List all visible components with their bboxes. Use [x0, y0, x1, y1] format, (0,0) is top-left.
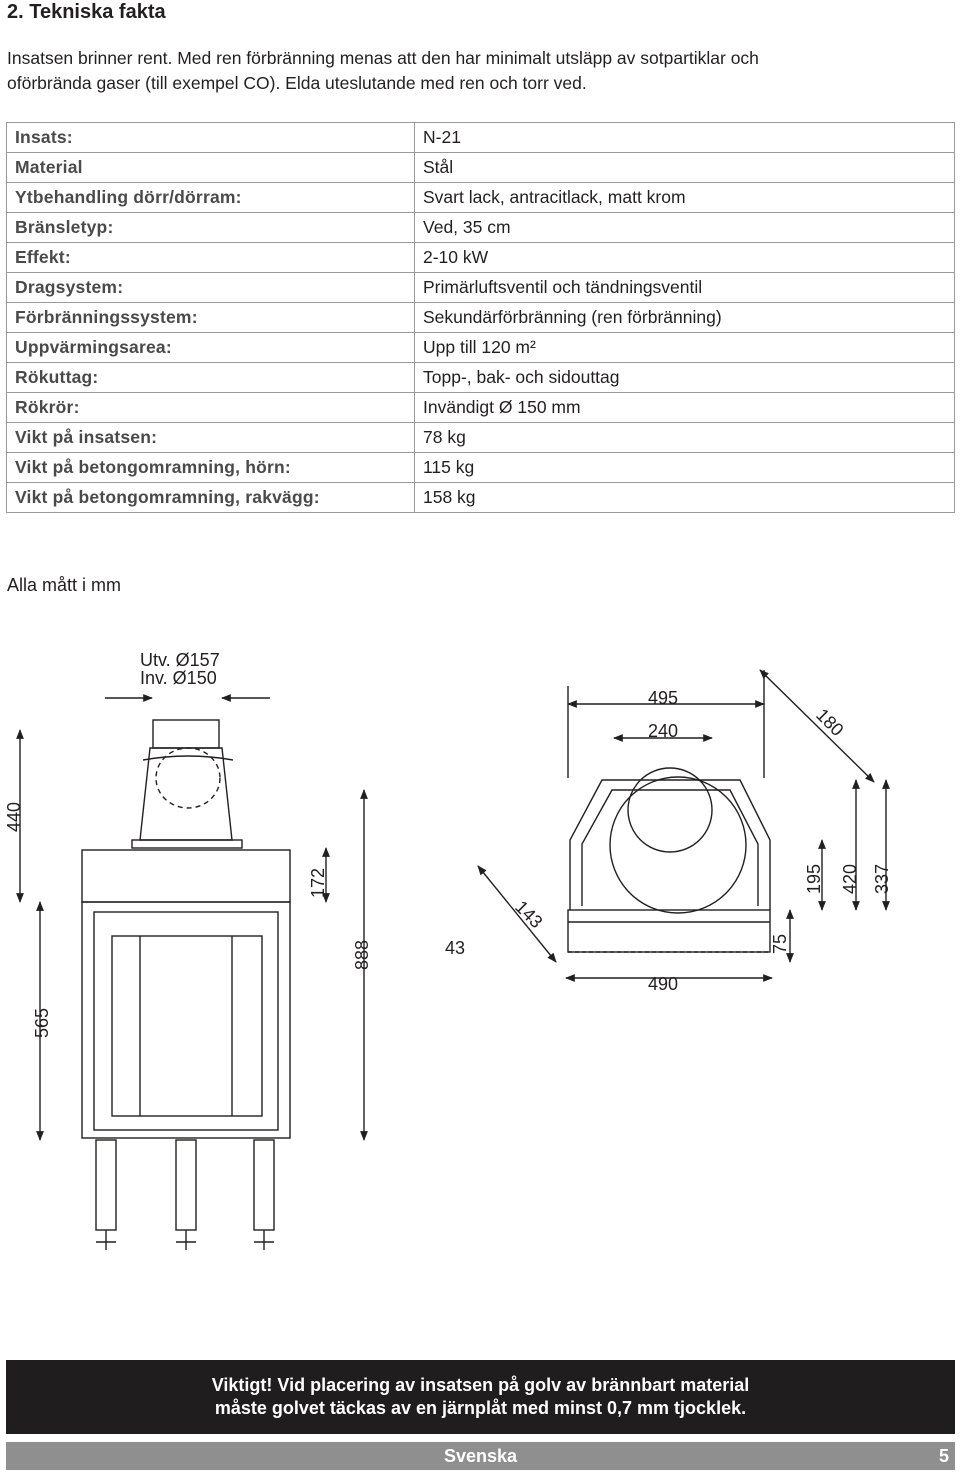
- spec-row: [7, 483, 955, 513]
- spec-row: [7, 393, 955, 423]
- dim-height-top: 172: [308, 867, 328, 898]
- dim-width-bottom: 490: [648, 974, 679, 994]
- units-note: Alla mått i mm: [7, 575, 122, 595]
- spec-label: Uppvärmingsarea:: [7, 333, 415, 363]
- intro-line: Insatsen brinner rent. Med ren förbränning menas att den har minimalt utsläpp av sotpartiklar och: [7, 48, 759, 68]
- spec-label: Vikt på insatsen:: [7, 423, 415, 453]
- dim-depth-c: 420: [840, 863, 860, 894]
- notice-line: Viktigt! Vid placering av insatsen på golv av brännbart material: [211, 1375, 750, 1395]
- intro-paragraph: [7, 46, 907, 96]
- spec-label: Bränsletyp:: [7, 213, 415, 243]
- spec-label: Rökrör:: [7, 393, 415, 423]
- dim-diag: 180: [812, 704, 848, 741]
- spec-row: [7, 423, 955, 453]
- spec-label: Insats:: [7, 123, 415, 153]
- spec-label: Effekt:: [7, 243, 415, 273]
- spec-row: [7, 453, 955, 483]
- dim-flue-inner: Inv. Ø150: [140, 668, 217, 688]
- dim-height-total: 440: [4, 801, 24, 832]
- page-footer: [6, 1442, 955, 1470]
- spec-value: 2-10 kW: [415, 243, 955, 273]
- dim-side-a: 143: [511, 896, 547, 933]
- spec-table: [6, 122, 955, 513]
- spec-value: 78 kg: [415, 423, 955, 453]
- spec-value: Sekundärförbränning (ren förbränning): [415, 303, 955, 333]
- spec-row: [7, 243, 955, 273]
- intro-line: oförbrända gaser (till exempel CO). Elda uteslutande med ren och torr ved.: [7, 73, 587, 93]
- spec-label: Rökuttag:: [7, 363, 415, 393]
- dim-height-lower: 565: [32, 1007, 52, 1038]
- spec-row: [7, 183, 955, 213]
- dim-side-b: 43: [445, 938, 466, 958]
- spec-row: [7, 153, 955, 183]
- spec-label: Förbränningssystem:: [7, 303, 415, 333]
- spec-row: [7, 363, 955, 393]
- spec-label: Dragsystem:: [7, 273, 415, 303]
- dim-depth-d: 337: [872, 863, 892, 894]
- section-heading: 2. Tekniska fakta: [7, 1, 166, 23]
- front-view: [20, 698, 364, 1250]
- dim-width-inner: 240: [648, 721, 679, 741]
- spec-value: Upp till 120 m²: [415, 333, 955, 363]
- dim-flue-outer: Utv. Ø157: [140, 650, 220, 670]
- dimension-drawing: [0, 640, 960, 1280]
- spec-label: Material: [7, 153, 415, 183]
- spec-value: Stål: [415, 153, 955, 183]
- spec-value: 158 kg: [415, 483, 955, 513]
- spec-value: Topp-, bak- och sidouttag: [415, 363, 955, 393]
- dim-depth-b: 195: [804, 863, 824, 894]
- spec-value: Ved, 35 cm: [415, 213, 955, 243]
- spec-row: [7, 123, 955, 153]
- warning-notice: [6, 1360, 955, 1434]
- spec-value: N-21: [415, 123, 955, 153]
- notice-line: måste golvet täckas av en järnplåt med minst 0,7 mm tjocklek.: [214, 1398, 747, 1418]
- spec-row: [7, 273, 955, 303]
- dim-height-body: 888: [352, 939, 372, 970]
- spec-label: Vikt på betongomramning, rakvägg:: [7, 483, 415, 513]
- spec-value: Invändigt Ø 150 mm: [415, 393, 955, 423]
- spec-value: Primärluftsventil och tändningsventil: [415, 273, 955, 303]
- dim-depth-a: 75: [770, 933, 790, 954]
- spec-value: 115 kg: [415, 453, 955, 483]
- spec-value: Svart lack, antracitlack, matt krom: [415, 183, 955, 213]
- dim-width-outer: 495: [648, 688, 679, 708]
- spec-row: [7, 333, 955, 363]
- spec-row: [7, 303, 955, 333]
- spec-label: Vikt på betongomramning, hörn:: [7, 453, 415, 483]
- spec-row: [7, 213, 955, 243]
- spec-label: Ytbehandling dörr/dörram:: [7, 183, 415, 213]
- page-number: 5: [938, 1446, 949, 1466]
- footer-language: Svenska: [443, 1446, 518, 1466]
